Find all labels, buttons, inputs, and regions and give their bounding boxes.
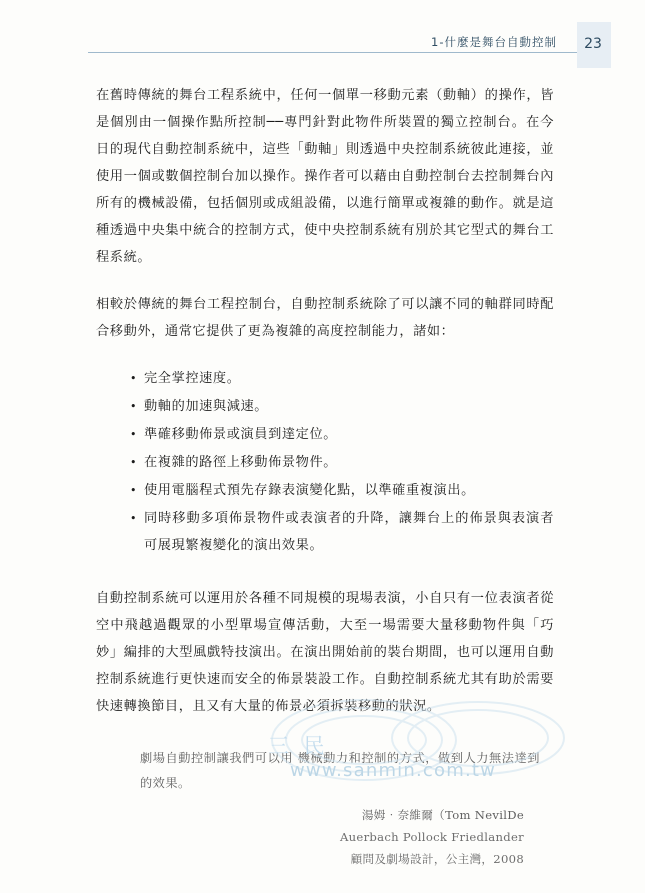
watermark-site: www.sanmin.com.tw <box>290 760 497 781</box>
header-divider <box>88 52 585 53</box>
header-chapter-title: 1-什麼是舞台自動控制 <box>431 35 557 49</box>
list-item: • 同時移動多項佈景物件或表演者的升降，讓舞台上的佈景與表演者可展現繁複變化的演出效果。 <box>130 505 554 559</box>
paragraph-2: 相較於傳統的舞台工程控制台，自動控制系統除了可以讓不同的軸群同時配合移動外，通常它提供了更為複雜的高度控制能力，諸如： <box>96 297 554 339</box>
pull-quote <box>140 746 540 870</box>
page-header <box>0 22 645 58</box>
list-item: • 準確移動佈景或演員到達定位。 <box>130 421 554 448</box>
paragraph-1: 在舊時傳統的舞台工程系統中，任何一個單一移動元素（動軸）的操作，皆是個別由一個操作點所控制──專門針對此物件所裝置的獨立控制台。在今日的現代自動控制系統中，這些「動軸」則透過中央控制系統彼此連接，並使用一個或數個控制台加以操作。操作者可以藉由自動控制台去控制舞台內所有的機械設備，包括個別或成組設備，以進行簡單或複雜的動作。就是這種透過中央集中統合的控制方式，使中央控制系統有別於其它型式的舞台工程系統。 <box>96 88 554 265</box>
paragraph-3: 自動控制系統可以運用於各種不同規模的現場表演，小自只有一位表演者從空中飛越過觀眾的小型單場宣傳活動，大至一場需要大量移動物件與「巧妙」編排的大型風戲特技演出。在演出開始前的裝台期間，也可以運用自動控制系統進行更快速而安全的佈景裝設工作。自動控制系統尤其有助於需要快速轉換節目，且又有大量的佈景必須拆裝移動的狀況。 <box>96 591 554 714</box>
list-item: • 使用電腦程式預先存錄表演變化點，以準確重複演出。 <box>130 477 554 504</box>
page-number: 23 <box>584 36 602 52</box>
page-content <box>96 82 554 870</box>
list-item: • 動軸的加速與減速。 <box>130 393 554 420</box>
list-item: • 在複雜的路徑上移動佈景物件。 <box>130 449 554 476</box>
quote-author: 湯姆‧奈維爾（Tom NevilDe <box>361 808 524 822</box>
quote-role: 顧問及劇場設計，公主灣，2008 <box>350 852 524 866</box>
list-item: • 完全掌控速度。 <box>130 365 554 392</box>
quote-attribution <box>140 804 540 870</box>
quote-affiliation: Auerbach Pollock Friedlander <box>339 830 524 844</box>
capability-list <box>96 365 554 559</box>
quote-text: 劇場自動控制讓我們可以用 機械動力和控制的方式，做到人力無法達到的效果。 <box>140 751 540 790</box>
watermark-brand: 三 民 <box>268 734 329 758</box>
